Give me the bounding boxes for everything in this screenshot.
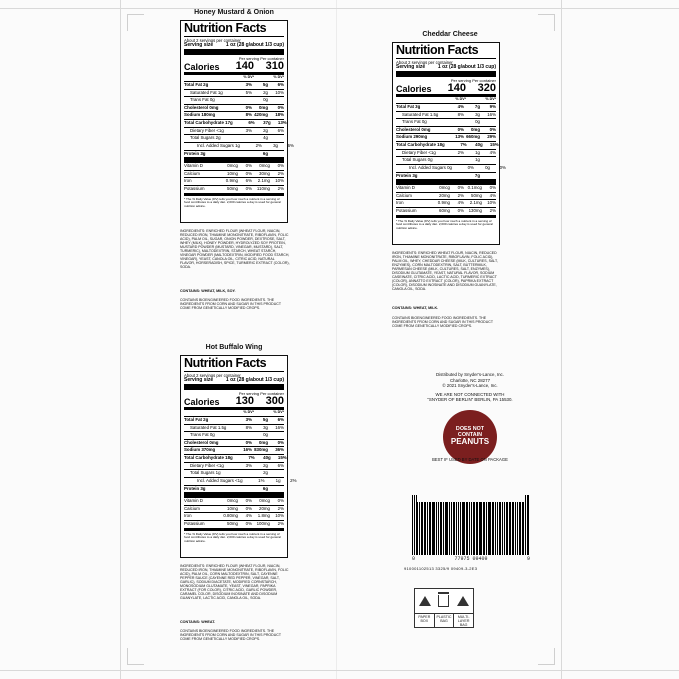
nf-dv-header-serving: % DV*: [243, 410, 254, 415]
nf-row-label: Trans Fat 0g: [190, 97, 215, 103]
nf-calories-per-container: 300: [265, 394, 284, 407]
nf-row-values: 1g: [475, 157, 480, 163]
package-edge-bottom: [0, 670, 679, 671]
nf-vitamin-row: [393, 186, 499, 191]
nf-row: [181, 448, 287, 453]
contains-hot-buffalo-wing: CONTAINS: WHEAT.: [180, 620, 216, 624]
nf-calories-label: Calories: [184, 396, 220, 407]
nf-row-label: Sodium 180mg: [184, 112, 216, 118]
nf-serving-size-value: 1 oz (28 g/about 1/3 cup): [437, 63, 496, 70]
package-fold-left: [120, 0, 121, 679]
nf-row-values: 3% 5g 6%: [245, 81, 284, 87]
nf-row-values: 2% 1g 4%: [457, 149, 496, 155]
nf-row-values: 0g: [475, 119, 480, 125]
peanut-badge-line-1: CONTAIN: [457, 431, 483, 438]
flavor-title-hot-buffalo-wing: Hot Buffalo Wing: [205, 344, 263, 351]
nf-serving-size-label: Serving size: [184, 41, 214, 48]
nf-servings-per-container: About 2 servings per container: [184, 37, 241, 43]
nutrition-facts-panel-cheddar-cheese: [392, 42, 506, 245]
nf-row-values: 0% 0mg 0%: [245, 104, 284, 110]
nf-row: [181, 121, 287, 126]
package-fold-right: [561, 0, 562, 679]
nf-vitamin-label: Vitamin D: [184, 163, 203, 169]
nf-vitamin-rows: [393, 186, 499, 214]
nf-title: Nutrition Facts: [184, 21, 267, 35]
nf-row-values: 3% 2g 6%: [245, 462, 284, 468]
recycling-info-box: [414, 588, 474, 628]
corner-mark-br: [538, 648, 555, 665]
nf-row-label: Dietary Fiber <1g: [402, 149, 436, 155]
nf-row-values: 8% 3g 16%: [245, 424, 284, 430]
distributor-line-3: WE ARE NOT CONNECTED WITH: [435, 391, 505, 397]
nf-calories-per-container: 320: [477, 81, 496, 94]
nutrition-facts-panel-honey-mustard: [180, 20, 294, 223]
recycle-label-plastic: PLASTIC BAG: [435, 614, 455, 628]
nf-row-label: Incl. Added Sugars <1g: [197, 477, 243, 483]
nf-vitamin-values: 50mg 0% 110mg 2%: [227, 186, 284, 192]
nf-row-label: Dietary Fiber <1g: [190, 127, 224, 133]
nf-row: [393, 113, 499, 118]
nf-row-values: 2g: [263, 470, 268, 476]
nf-row-values: 2% 3g 6%: [255, 142, 294, 148]
nf-row: [181, 433, 287, 438]
nf-vitamin-row: [181, 164, 287, 169]
nf-row-label: Total Fat 2g: [184, 416, 209, 422]
nf-vitamin-label: Vitamin D: [396, 185, 415, 191]
nf-vitamin-values: 0.80mg 4% 1.8mg 10%: [223, 513, 284, 519]
nf-calories-label: Calories: [184, 61, 220, 72]
nf-rows: [393, 103, 506, 178]
nf-vitamin-row: [181, 514, 287, 519]
nf-row: [181, 471, 287, 476]
nf-row-label: Total Fat 3g: [396, 103, 421, 109]
nf-footnote: * The % Daily Value (DV) tells you how much a nutrient in a serving of food contributes to a daily diet. 2,000 calories a day is used for general nutrition advice.: [184, 196, 281, 208]
nf-amount-header: Per serving Per container: [238, 55, 284, 61]
nf-row: [181, 456, 287, 461]
nf-serving-size-label: Serving size: [396, 63, 426, 70]
nf-row-values: 13% 660mg 29%: [455, 134, 496, 140]
nf-dv-header-serving: % DV*: [243, 75, 254, 80]
nf-footnote: * The % Daily Value (DV) tells you how much a nutrient in a serving of food contributes to a daily diet. 2,000 calories a day is used for general nutrition advice.: [184, 531, 281, 543]
ingredients-hot-buffalo-wing: INGREDIENTS: ENRICHED FLOUR (WHEAT FLOUR, NIACIN, REDUCED IRON, THIAMINE MONONITRATE, RIBOFLAVIN, FOLIC ACID), PALM OIL, CORN MALTODEXTRIN, SALT, CAYENNE PEPPER SAUCE (CAYENNE RED PEPPER, VINEGAR, SALT, GARLIC), SODIUM DIACETATE, MODIFIED CORNSTARCH, MONOSODIUM GLUTAMATE, YEAST, VINEGAR, PAPRIKA EXTRACT (FOR COLOR), CITRIC ACID, GARLIC POWDER, CARAMEL COLOR, DISODIUM INOSINATE AND DISODIUM GUANYLATE, LACTIC ACID, CANOLA OIL, SODA.: [180, 564, 289, 601]
nf-row-label: Cholesterol 0mg: [184, 439, 219, 445]
nf-row-label: Total Fat 2g: [184, 81, 209, 87]
nf-dv-header-container: % DV*: [273, 75, 284, 80]
nf-row-label: Total Sugars 0g: [402, 157, 433, 163]
corner-mark-bl: [127, 648, 144, 665]
nf-rows: [181, 81, 294, 156]
distributor-info: [390, 372, 550, 403]
nf-row: [181, 91, 287, 96]
nf-row-label: Sodium 370mg: [184, 447, 216, 453]
nf-row: [181, 98, 287, 103]
nf-row-values: 6g: [262, 150, 268, 156]
nf-title: Nutrition Facts: [396, 43, 479, 57]
nf-row-label: Total Carbohydrate 17g: [184, 120, 233, 126]
nf-vitamin-row: [393, 209, 499, 214]
nf-calories-per-container: 310: [265, 59, 284, 72]
nf-vitamin-values: 0.9mg 6% 2.1mg 10%: [225, 178, 284, 184]
nf-vitamin-label: Potassium: [396, 208, 417, 214]
nf-row: [393, 174, 499, 179]
nf-row-label: Protein 3g: [396, 172, 418, 178]
nf-row: [181, 152, 287, 157]
nf-row-values: 8% 3g 16%: [457, 111, 496, 117]
nf-dv-header-container: % DV*: [485, 97, 496, 102]
nf-row-label: Saturated Fat 1.5g: [190, 424, 227, 430]
nf-vitamin-values: 10mg 0% 30mg 2%: [227, 170, 284, 176]
nf-row-values: 4g: [263, 135, 268, 141]
nf-row: [393, 120, 499, 125]
nf-vitamin-label: Potassium: [184, 186, 205, 192]
distributor-line-0: Distributed by Snyder's-Lance, Inc.: [436, 372, 504, 377]
nf-row-label: Total Carbohydrate 18g: [396, 142, 445, 148]
distributor-line-2: © 2021 Snyder's-Lance, Inc.: [442, 383, 498, 388]
nf-row-label: Sodium 290mg: [396, 134, 428, 140]
nf-vitamin-row: [181, 179, 287, 184]
nf-calories-label: Calories: [396, 83, 432, 94]
nf-row-label: Cholesterol 0mg: [184, 104, 219, 110]
nf-row-values: 3% 2g 6%: [245, 127, 284, 133]
recycle-label-paper: PAPER BOX: [415, 614, 435, 628]
ingredients-honey-mustard: INGREDIENTS: ENRICHED FLOUR (WHEAT FLOUR, NIACIN, REDUCED IRON, THIAMINE MONONITRATE, RIBOFLAVIN, FOLIC ACID), PALM OIL, SUGAR, ONION POWDER, DEXTROSE, SALT, WHEY (MILK), HONEY POWDER, HYDROLYZED SOY PROTEIN, MUSTARD POWDER (MUSTARD, VINEGAR, MUSTARD), SALT, TURMERIC), MALTODEXTRIN, STARCH, WHEAT STARCH, VINEGAR POWDER (MALTODEXTRIN, MODIFIED FOOD STARCH, VINEGAR), YEAST, CANOLA OIL, CITRIC ACID, NATURAL FLAVOR, HORSERADISH, SPICE, TURMERIC EXTRACT (COLOR), SODA.: [180, 229, 290, 270]
nf-row-label: Protein 3g: [184, 485, 206, 491]
distributor-line-1: Charlotte, NC 28277: [449, 377, 491, 383]
nf-row-values: 4% 7g 9%: [457, 103, 496, 109]
nf-vitamin-row: [181, 507, 287, 512]
nf-serving-size-value: 1 oz (28 g/about 1/3 cup): [225, 376, 284, 383]
flavor-title-cheddar-cheese: Cheddar Cheese: [422, 31, 478, 38]
nf-calories-per-serving: 140: [447, 81, 466, 94]
recycle-bin-icon: [438, 595, 449, 607]
nf-footnote: * The % Daily Value (DV) tells you how much a nutrient in a serving of food contributes to a daily diet. 2,000 calories a day is used for general nutrition advice.: [396, 218, 493, 230]
nf-vitamin-label: Iron: [184, 178, 192, 184]
nf-row-label: Incl. Added Sugars 1g: [197, 142, 240, 148]
nf-row: [393, 128, 499, 133]
nf-vitamin-label: Calcium: [184, 170, 200, 176]
contains-cheddar-cheese: CONTAINS: WHEAT, MILK.: [392, 306, 439, 310]
corner-mark-tl: [127, 14, 144, 31]
nf-vitamin-values: 10mg 0% 20mg 2%: [227, 505, 284, 511]
nf-row: [393, 164, 506, 171]
nf-calories-per-serving: 130: [235, 394, 254, 407]
recycle-triangle-icon: [419, 596, 431, 606]
nf-vitamin-values: 0mcg 0% 0mcg 0%: [227, 498, 284, 504]
nf-row-label: Dietary Fiber <1g: [190, 462, 224, 468]
ingredients-cheddar-cheese: INGREDIENTS: ENRICHED WHEAT FLOUR, NIACIN, REDUCED IRON, THIAMINE MONONITRATE, RIBOFLAVIN, FOLIC ACID), PALM OIL, WHEY, CHEDDAR CHEESE (MILK, CULTURES, SALT, ENZYMES), CORN MALTODEXTRIN, SALT, BUTTERMILK, PARMESAN CHEESE (MILK, CULTURES, SALT, ENZYMES), DISODIUM GLUTAMATE, YEAST, NATURAL FLAVOR, SODIUM CASEINATE, CITRIC ACID, LACTIC ACID, TURMERIC EXTRACT (COLOR), ANNATTO EXTRACT (COLOR), PAPRIKA EXTRACT (COLOR), DISODIUM INOSINATE AND DISODIUM GUANYLATE, CANOLA OIL, SODA.: [392, 251, 498, 292]
nf-row-values: 0% 0g 0%: [467, 164, 506, 170]
best-by-text: BEST IF USED BY DATE ON PACKAGE: [432, 457, 508, 462]
nf-row: [393, 135, 499, 140]
gmo-statement-hot-buffalo-wing: CONTAINS BIOENGINEERED FOOD INGREDIENTS. THE INGREDIENTS FROM CORN AND SUGAR IN THIS PRODUCT COME FROM GENETICALLY MODIFIED CROPS.: [180, 629, 281, 642]
nf-row-values: 0% 0mg 0%: [245, 439, 284, 445]
package-fold-center: [336, 0, 337, 679]
nf-row-values: 0% 0mg 0%: [457, 126, 496, 132]
nf-vitamin-values: 20mg 2% 50mg 4%: [439, 192, 496, 198]
nf-vitamin-row: [181, 522, 287, 527]
flavor-title-honey-mustard: Honey Mustard & Onion: [194, 9, 274, 16]
nf-row-values: 7g: [474, 172, 480, 178]
nf-row: [181, 477, 297, 484]
nf-vitamin-label: Calcium: [396, 192, 412, 198]
nf-vitamin-rows: [181, 164, 287, 192]
nf-vitamin-values: 0.9mg 4% 2.1mg 10%: [437, 200, 496, 206]
recycle-label-multilayer: MULTI-LAYER BAG: [457, 615, 470, 628]
nf-serving-size-label: Serving size: [184, 376, 214, 383]
nf-row-label: Saturated Fat 1g: [190, 89, 223, 95]
nf-vitamin-label: Calcium: [184, 505, 200, 511]
nf-row: [393, 158, 499, 163]
nf-row-values: 16% 830mg 36%: [243, 447, 284, 453]
nf-row-label: Trans Fat 0g: [402, 119, 427, 125]
nf-row-label: Saturated Fat 1.5g: [402, 111, 439, 117]
recycle-triangle-icon-2: [457, 596, 469, 606]
nf-vitamin-values: 0mcg 0% 0.1mcg 0%: [439, 185, 496, 191]
nf-dv-header-serving: % DV*: [455, 97, 466, 102]
nf-row: [181, 426, 287, 431]
barcode-bars: [412, 495, 530, 555]
nf-vitamin-row: [181, 187, 287, 192]
does-not-contain-peanuts-badge: [443, 410, 497, 464]
nf-row-label: Incl. Added Sugars 0g: [409, 164, 452, 170]
upc-barcode: [412, 495, 530, 562]
nf-vitamin-row: [393, 194, 499, 199]
barcode-digit-left: 0: [412, 556, 416, 562]
nf-row: [181, 113, 287, 118]
nf-vitamin-label: Iron: [396, 200, 404, 206]
nf-row-values: 0g: [263, 97, 268, 103]
nf-vitamin-label: Iron: [184, 513, 192, 519]
nf-row: [393, 105, 499, 110]
nf-dv-header-container: % DV*: [273, 410, 284, 415]
nf-row-label: Total Sugars 2g: [190, 135, 221, 141]
nf-vitamin-values: 60mg 0% 130mg 2%: [439, 208, 496, 214]
nf-row: [181, 441, 287, 446]
nutrition-facts-panel-hot-buffalo-wing: [180, 355, 297, 558]
nf-row: [181, 487, 287, 492]
nf-row: [181, 464, 287, 469]
gmo-statement-honey-mustard: CONTAINS BIOENGINEERED FOOD INGREDIENTS. THE INGREDIENTS FROM CORN AND SUGAR IN THIS PRODUCT COME FROM GENETICALLY MODIFIED CROPS.: [180, 298, 281, 311]
nf-rows: [181, 416, 297, 491]
nf-amount-header: Per serving Per container: [450, 77, 496, 83]
nf-amount-header: Per serving Per container: [238, 390, 284, 396]
nf-row-label: Protein 3g: [184, 150, 206, 156]
nf-vitamin-values: 0mcg 0% 0mcg 0%: [227, 163, 284, 169]
nf-row-values: 7% 40g 15%: [248, 455, 287, 461]
nf-servings-per-container: About 2 servings per container: [396, 59, 453, 65]
nf-row-label: Trans Fat 0g: [190, 432, 215, 438]
nf-row: [181, 136, 287, 141]
nf-row-values: 0g: [263, 432, 268, 438]
nf-vitamin-rows: [181, 499, 287, 527]
nf-row-values: 6g: [262, 485, 268, 491]
contains-honey-mustard: CONTAINS: WHEAT, MILK, SOY.: [180, 289, 236, 293]
peanut-badge-line-0: DOES NOT: [455, 426, 485, 433]
nf-serving-size-value: 1 oz (28 g/about 1/3 cup): [225, 41, 284, 48]
nf-row-values: 6% 37g 13%: [248, 120, 287, 126]
nf-servings-per-container: About 2 servings per container: [184, 372, 241, 378]
nf-vitamin-label: Vitamin D: [184, 498, 203, 504]
nf-vitamin-label: Potassium: [184, 521, 205, 527]
nf-vitamin-values: 50mg 0% 100mg 2%: [227, 521, 284, 527]
nf-row-values: 8% 420mg 18%: [245, 112, 284, 118]
nf-row-label: Total Sugars 1g: [190, 470, 221, 476]
corner-mark-tr: [538, 14, 555, 31]
nf-calories-per-serving: 140: [235, 59, 254, 72]
nf-row: [181, 129, 287, 134]
barcode-digit-right: 9: [526, 556, 530, 562]
nf-row-label: Total Carbohydrate 18g: [184, 455, 233, 461]
nf-row: [181, 142, 294, 149]
nf-row-values: 5% 2g 10%: [245, 89, 284, 95]
package-edge-top: [0, 8, 679, 9]
nf-row-values: 3% 5g 6%: [245, 416, 284, 422]
nf-vitamin-row: [393, 201, 499, 206]
nf-row-values: 7% 40g 15%: [460, 142, 499, 148]
nf-row: [393, 143, 499, 148]
nf-title: Nutrition Facts: [184, 356, 267, 370]
nf-row: [181, 83, 287, 88]
lot-code: 910001102513 3325/9 09409-3-2E3: [404, 566, 478, 571]
peanut-badge-line-2: PEANUTS: [450, 437, 490, 447]
nf-row: [181, 418, 287, 423]
distributor-line-4: "SNYDER OF BERLIN" BERLIN, PA 15530.: [427, 397, 513, 402]
nf-vitamin-row: [181, 172, 287, 177]
nf-row: [181, 106, 287, 111]
nf-row-label: Cholesterol 0mg: [396, 126, 431, 132]
nf-row-values: 1% 1g 2%: [258, 477, 297, 483]
nf-row: [393, 151, 499, 156]
nf-vitamin-row: [181, 499, 287, 504]
barcode-digit-mid: 77975 09409: [454, 556, 488, 562]
gmo-statement-cheddar-cheese: CONTAINS BIOENGINEERED FOOD INGREDIENTS. THE INGREDIENTS FROM CORN AND SUGAR IN THIS PRODUCT COME FROM GENETICALLY MODIFIED CROPS.: [392, 316, 493, 329]
